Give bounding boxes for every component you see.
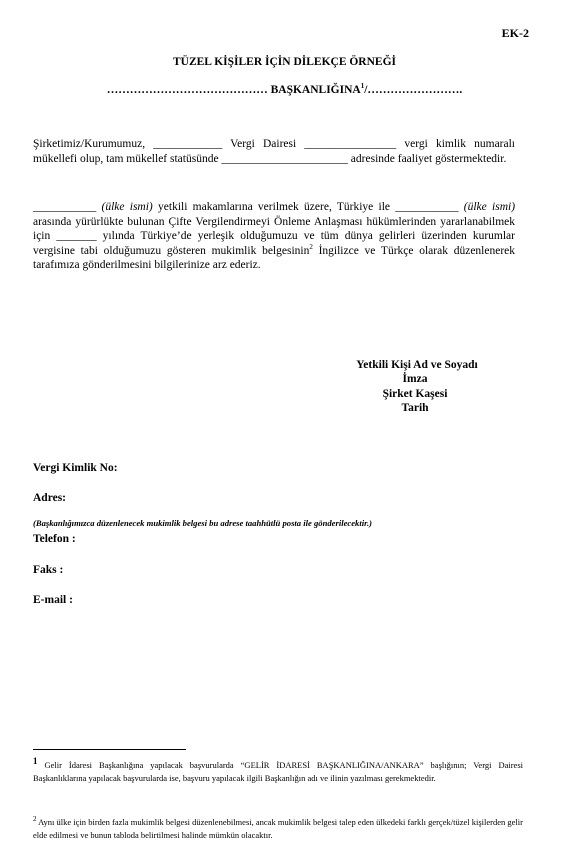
country-name-hint-2: (ülke ismi) (463, 201, 516, 213)
footnote-ref-2: 2 (309, 242, 313, 251)
page-title: TÜZEL KİŞİLER İÇİN DİLEKÇE ÖRNEĞİ (172, 56, 397, 68)
footnote-divider (33, 749, 186, 750)
signatory-name-label: Yetkili Kişi Ad ve Soyadı (356, 359, 478, 371)
addressee-suffix: /……………………. (364, 83, 463, 96)
footnote-ref-1: 1 (360, 82, 365, 90)
signature-label: İmza (402, 373, 428, 386)
country-name-hint-1: (ülke ismi) (101, 201, 153, 213)
blank-country: ___________ (33, 201, 97, 213)
footnote-1-mark: 1 (33, 756, 38, 766)
paragraph-1: Şirketimiz/Kurumumuz, ____________ Vergi Dairesi ________________ vergi kimlik numaralı mükellefi olup, tam mükellef statüsünde ______________________ adresinde faaliyet göstermektedir. (33, 138, 515, 165)
date-label: Tarih (401, 402, 429, 415)
email-label: E-mail : (33, 594, 73, 606)
paragraph-2-text-3: İngilizce ve Türkçe olarak düzenlenerek tarafımıza gönderilmesini bilgilerinize arz ederiz. (33, 244, 516, 272)
footnote-2-mark: 2 (33, 815, 37, 823)
addressee-prefix: …………………………………… BAŞKANLIĞINA (106, 83, 361, 96)
footnote-1-text: Gelir İdaresi Başkanlığına yapılacak başvurularda “GELİR İDARESİ BAŞKANLIĞINA/ANKARA” başlığının; Vergi Dairesi Başkanlıklarına yapılacak başvurularda ise, başvuru yapılacak ilgili Başkanlığın adı ve ilinin yazılması gerekmektedir. (33, 759, 523, 783)
signature-block (315, 358, 515, 416)
fax-label: Faks : (33, 564, 64, 576)
footnote-2 (33, 813, 523, 842)
address-note: (Başkanlığımızca düzenlenecek mukimlik belgesi bu adrese taahhütlü posta ile gönderilecektir.) (33, 518, 372, 528)
company-stamp-label: Şirket Kaşesi (382, 387, 448, 400)
paragraph-2-text-1: yetkili makamlarına verilmek üzere, Türkiye ile ___________ (152, 201, 464, 213)
paragraph-2 (33, 200, 515, 273)
address-label: Adres: (33, 492, 67, 504)
phone-label: Telefon : (33, 533, 76, 545)
tax-id-label: Vergi Kimlik No: (33, 462, 118, 474)
footnote-2-text: Aynı ülke için birden fazla mukimlik belgesi düzenlenebilmesi, ancak mukimlik belgesi talep eden ülkedeki farklı gerçek/tüzel kişilerden gelir elde edilmesi ve bunun tabloda belirtilmesi halinde mümkün olacaktır. (33, 816, 523, 840)
footnote-1 (33, 755, 523, 785)
annex-label: EK-2 (501, 26, 529, 40)
addressee-line (0, 82, 569, 96)
paragraph-2-text-2: arasında yürürlükte bulunan Çifte Vergilendirmeyi Önleme Anlaşması hükümlerinden yararlanabilmek için _______ yılında Türkiye’de yerleşik olduğumuzu ve tüm dünya gelirleri üzerinden kurumlar vergisine tabi olduğumuzu gösteren mukimlik belgesinin (33, 215, 515, 257)
